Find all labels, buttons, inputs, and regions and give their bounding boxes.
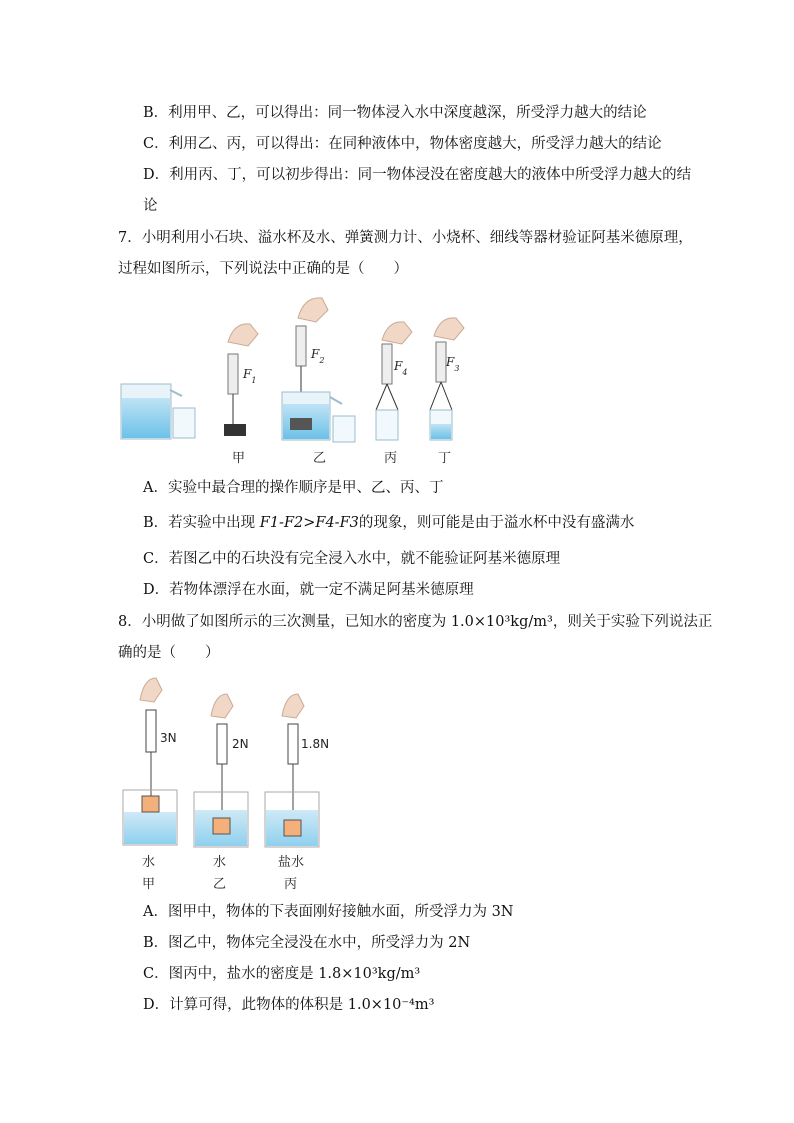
fig7-label-yi: 乙 bbox=[313, 451, 327, 466]
q7-stem-line2: 过程如图所示，下列说法中正确的是（ ） bbox=[118, 261, 408, 277]
q8-stem-line2: 确的是（ ） bbox=[118, 645, 220, 661]
liquid-jia: 水 bbox=[142, 855, 156, 870]
reading-jia: 3N bbox=[160, 731, 177, 745]
q7-option-a: A．实验中最合理的操作顺序是甲、乙、丙、丁 bbox=[143, 480, 444, 496]
option-d-prev-line1: D．利用丙、丁，可以初步得出：同一物体浸没在密度越大的液体中所受浮力越大的结 bbox=[143, 167, 692, 183]
q7-stem-line1: 7．小明利用小石块、溢水杯及水、弹簧测力计、小烧杯、细线等器材验证阿基米德原理， bbox=[118, 230, 693, 246]
q7-option-b-suffix: 的现象，则可能是由于溢水杯中没有盛满水 bbox=[358, 515, 635, 531]
fig7-label-bing: 丙 bbox=[384, 451, 398, 466]
q7-option-b-prefix: B．若实验中出现 bbox=[143, 515, 260, 531]
force-label-f3: $F_3$ bbox=[446, 355, 460, 373]
option-c-prev: C．利用乙、丙，可以得出：在同种液体中，物体密度越大，所受浮力越大的结论 bbox=[143, 136, 662, 152]
reading-yi: 2N bbox=[232, 737, 249, 751]
q8-option-d: D．计算可得，此物体的体积是 1.0×10⁻⁴m³ bbox=[143, 997, 435, 1013]
liquid-bing: 盐水 bbox=[278, 855, 305, 870]
force-label-f2: $F_2$ bbox=[311, 347, 325, 365]
fig7-label-jia: 甲 bbox=[232, 451, 246, 466]
force-label-f1: $F_1$ bbox=[243, 367, 257, 385]
fig8-label-bing: 丙 bbox=[284, 877, 298, 892]
option-d-prev-line2: 论 bbox=[143, 198, 158, 214]
fig7-label-ding: 丁 bbox=[438, 451, 452, 466]
option-b-prev: B．利用甲、乙，可以得出：同一物体浸入水中深度越深，所受浮力越大的结论 bbox=[143, 105, 647, 121]
liquid-yi: 水 bbox=[213, 855, 227, 870]
q8-option-b: B．图乙中，物体完全浸没在水中，所受浮力为 2N bbox=[143, 935, 471, 951]
setup-yi bbox=[194, 694, 248, 847]
q8-option-c: C．图丙中，盐水的密度是 1.8×10³kg/m³ bbox=[143, 966, 421, 982]
setup-bing bbox=[265, 694, 319, 847]
q8-stem-line1: 8．小明做了如图所示的三次测量，已知水的密度为 1.0×10³kg/m³，则关于实验下列说法正 bbox=[118, 614, 713, 630]
setup-jia bbox=[123, 678, 177, 845]
fig8-label-yi: 乙 bbox=[213, 877, 227, 892]
reading-bing: 1.8N bbox=[301, 737, 330, 751]
fig8-label-jia: 甲 bbox=[142, 877, 156, 892]
q7-option-b-formula: F1-F2>F4-F3 bbox=[259, 515, 359, 531]
q7-option-d: D．若物体漂浮在水面，就一定不满足阿基米德原理 bbox=[143, 582, 474, 598]
force-label-f4: $F_4$ bbox=[394, 359, 408, 377]
q8-option-a: A．图甲中，物体的下表面刚好接触水面，所受浮力为 3N bbox=[143, 904, 514, 920]
q7-option-c: C．若图乙中的石块没有完全浸入水中，就不能验证阿基米德原理 bbox=[143, 551, 561, 567]
